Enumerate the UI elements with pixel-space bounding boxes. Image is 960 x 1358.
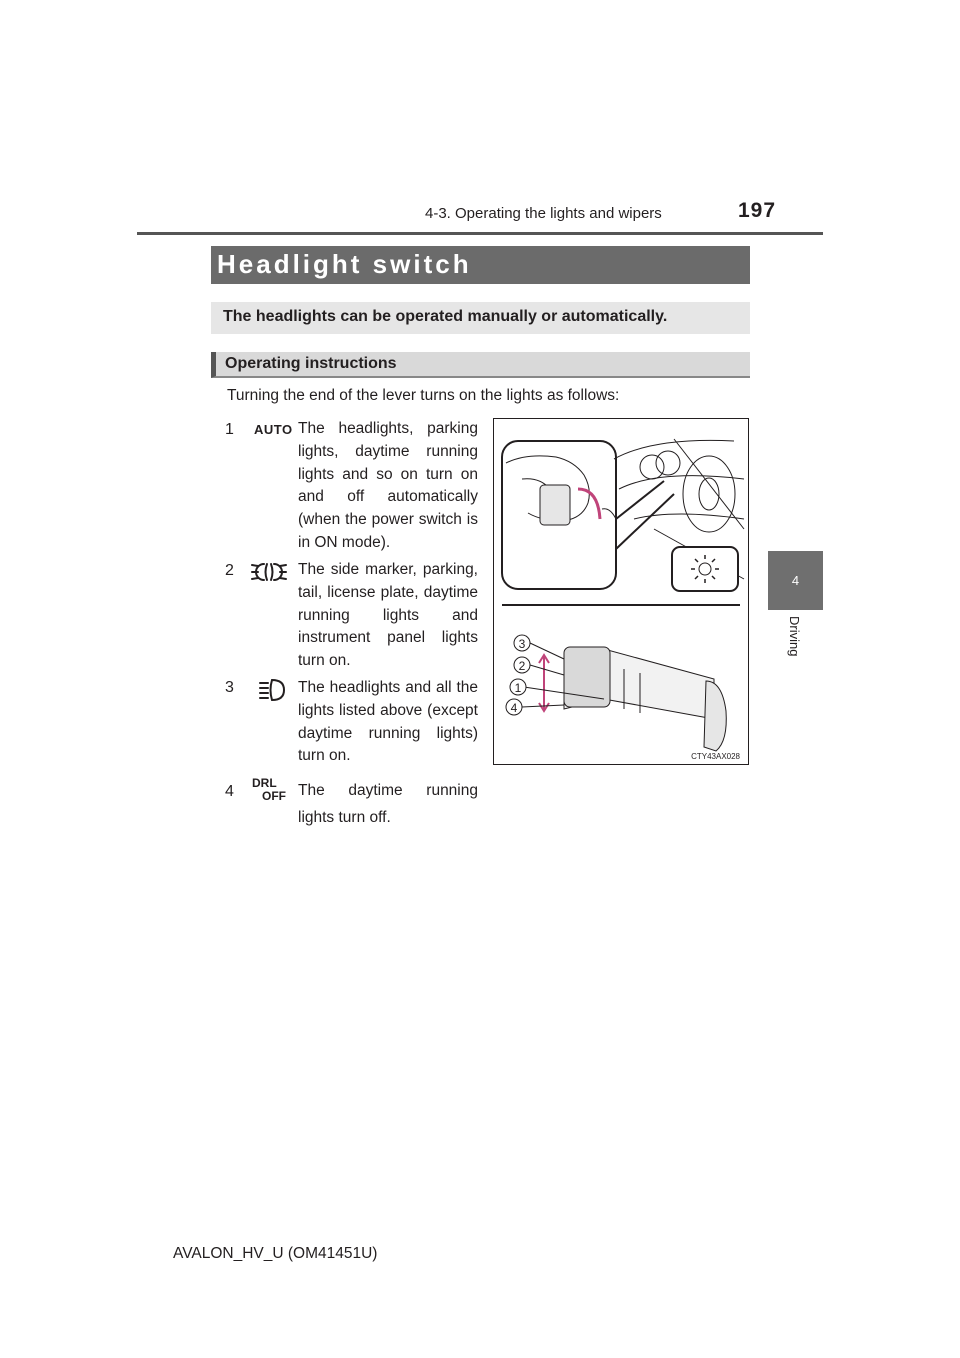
auto-icon-text: AUTO [254,422,293,437]
page-title-bar [211,246,750,284]
callout-1: 1 [514,681,522,695]
item-description: The headlights and all the lights listed above (except daytime running lights) turn on. [298,679,478,765]
item-number [225,679,239,699]
item-description: The side marker, parking, tail, license plate, daytime running lights and instrument panel lights turn on. [298,561,478,670]
callout-3: 3 [518,637,526,651]
lever-illustration [493,418,749,765]
intro-text: The headlights can be operated manually or automatically. [223,308,668,325]
page-number: 197 [738,199,777,222]
drl-off-icon-top: DRL [252,776,277,790]
chapter-label [784,616,804,676]
subheading-text: Operating instructions [225,355,397,372]
item-description: The daytime running lights turn off. [298,782,478,826]
page-title: Headlight switch [217,249,472,279]
item-description: The headlights, parking lights, daytime running lights and so on turn on and off automatically (when the power switch is in ON mode). [298,420,478,551]
drl-off-icon-bottom: OFF [262,789,286,803]
lead-text: Turning the end of the lever turns on the lights as follows: [227,387,620,404]
item-number-text: 2 [225,562,234,579]
intro-box [211,302,750,334]
item-number-text: 1 [225,421,234,438]
item-number-text: 3 [225,679,234,696]
callout-4: 4 [510,701,518,715]
item-number [225,562,239,582]
header-divider [137,232,823,235]
auto-icon [254,421,293,449]
side-marker-lights-icon [250,559,286,587]
subheading [211,352,750,378]
item-number-text: 4 [225,783,234,800]
document-footer: AVALON_HV_U (OM41451U) [173,1245,378,1262]
chapter-tab: 4 [768,551,823,610]
section-title: 4-3. Operating the lights and wipers [425,205,662,222]
headlight-icon [258,677,294,705]
drl-off-icon [252,776,292,806]
chapter-label-text: Driving [787,616,802,657]
item-number [225,783,239,803]
item-number [225,421,239,441]
lever-illustration-drawing [494,419,748,764]
callout-2: 2 [518,659,526,673]
figure-code: CTY43AX028 [691,752,740,761]
